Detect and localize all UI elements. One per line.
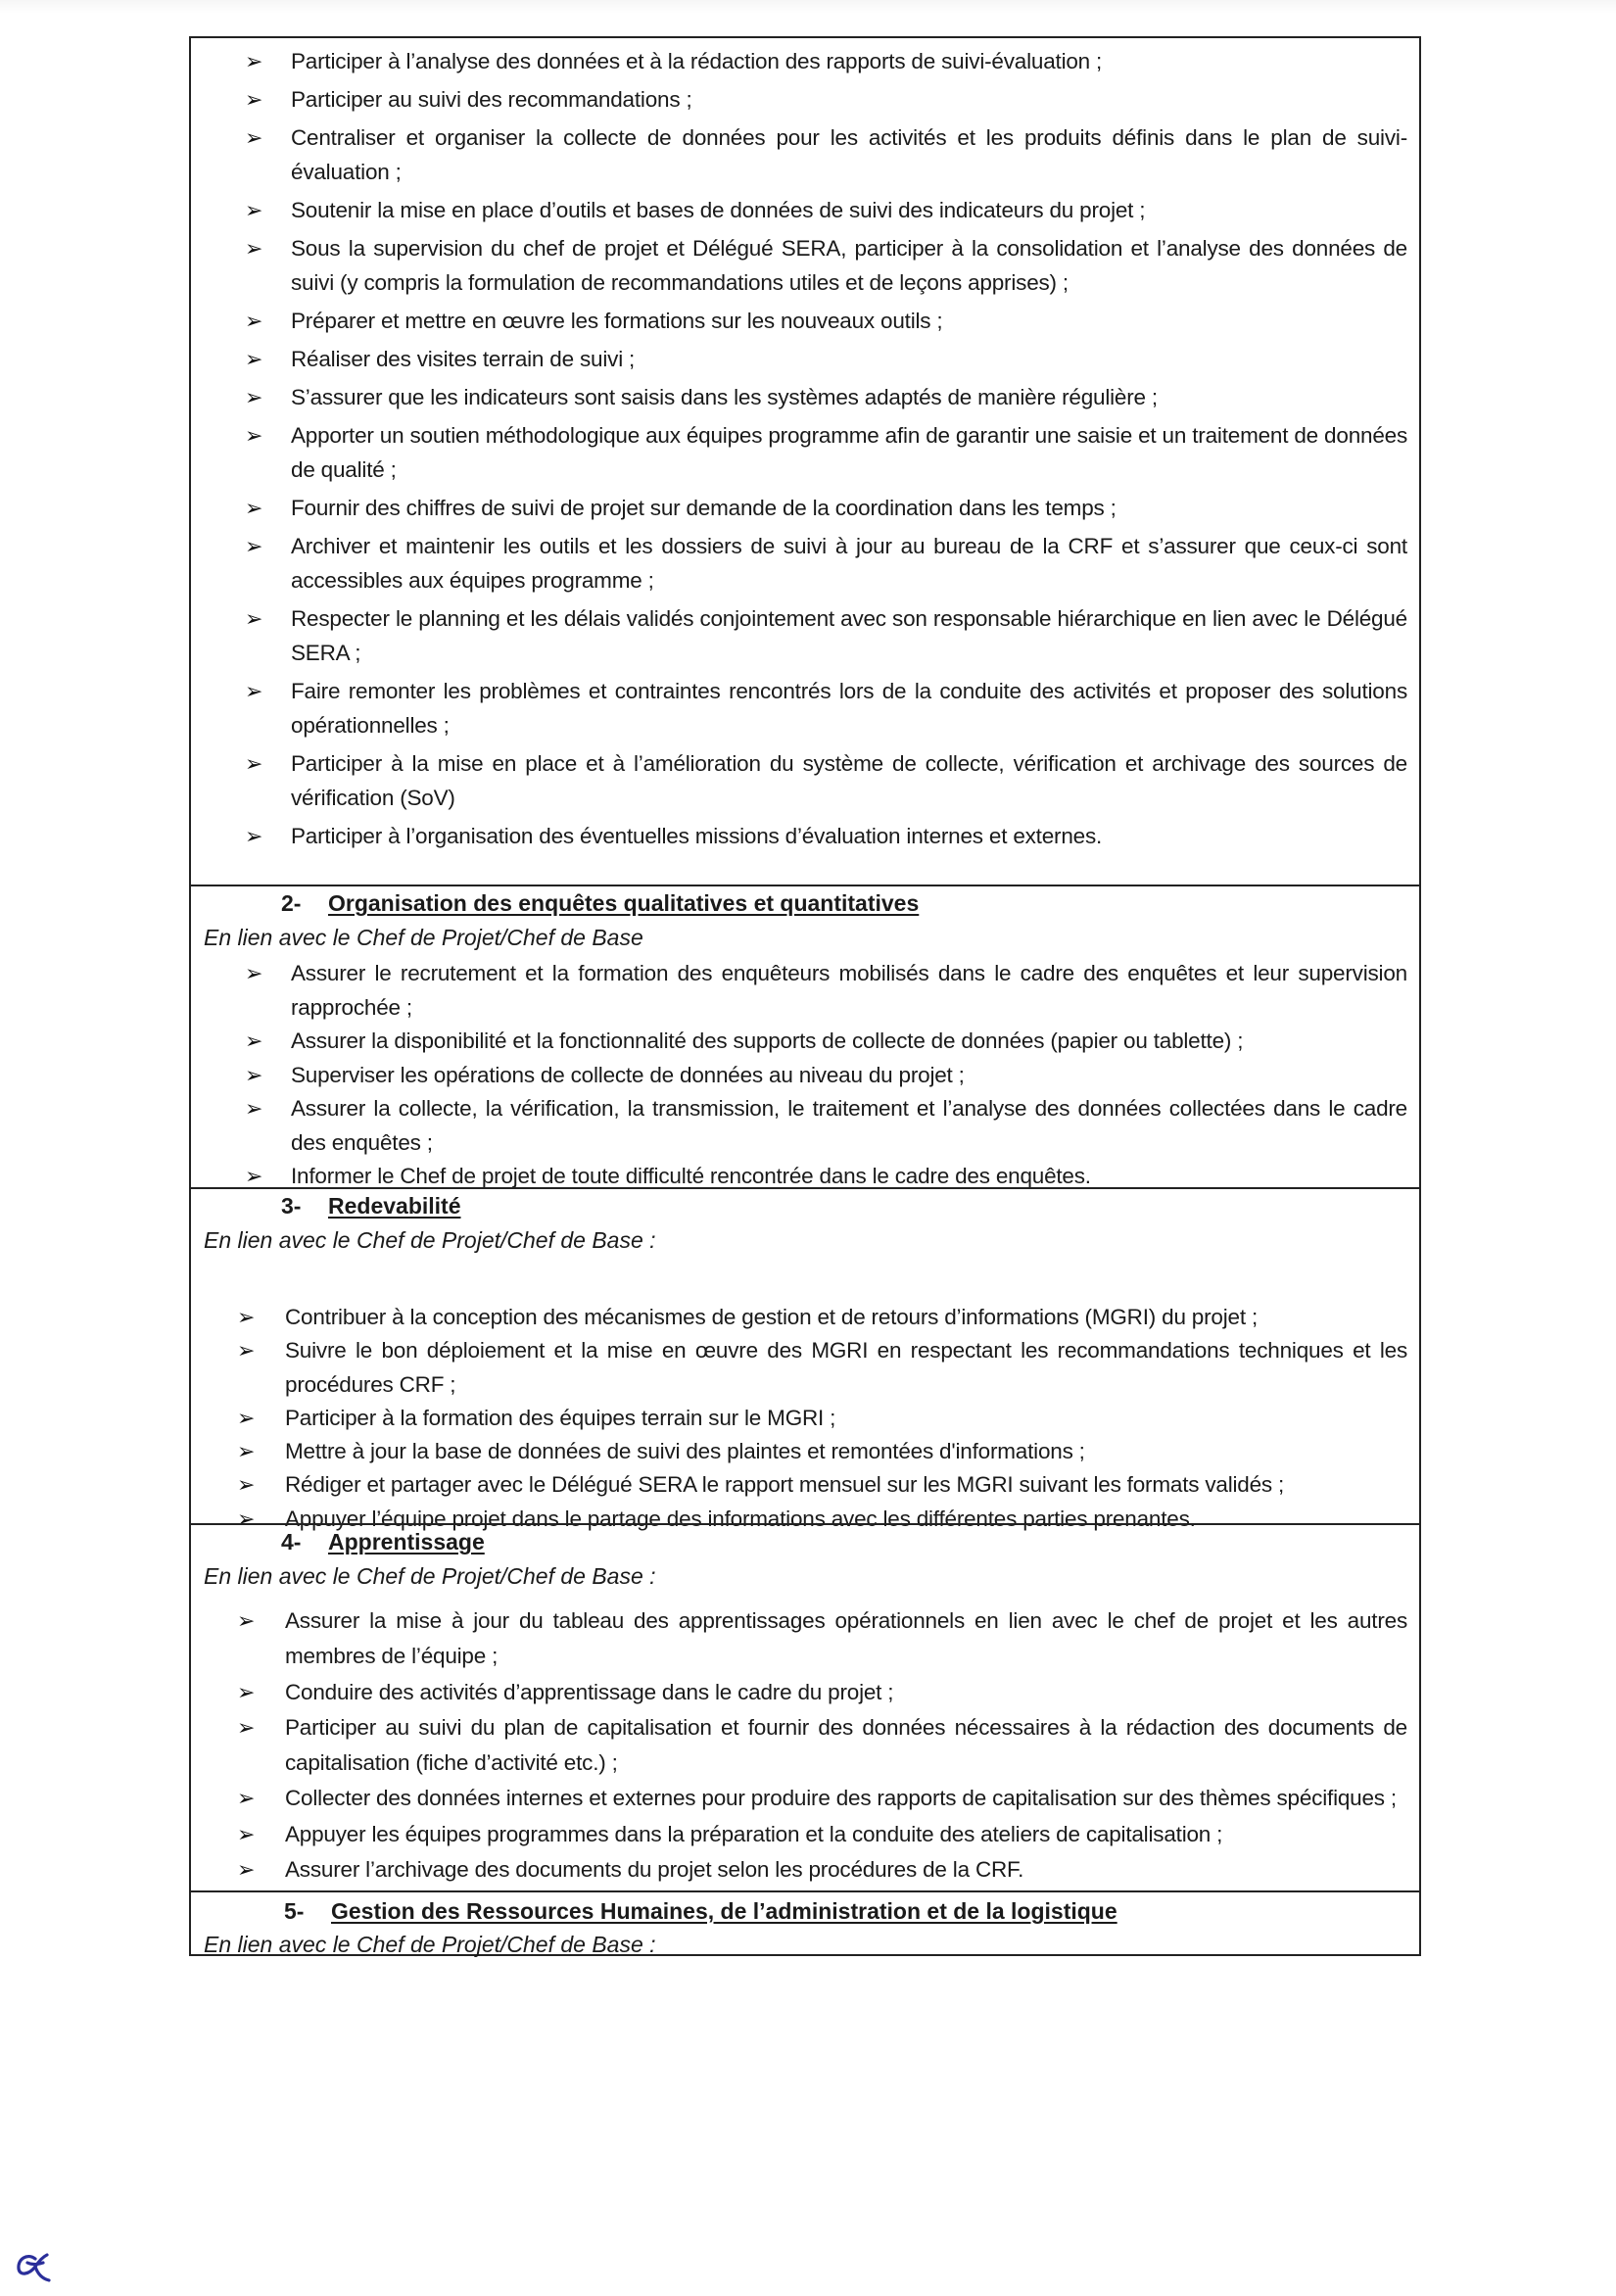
- list-item-text: Respecter le planning et les délais validés conjointement avec son responsable hiérarchique en lien avec le Délégué SERA ;: [291, 606, 1407, 665]
- arrow-bullet-icon: ➢: [245, 1096, 263, 1121]
- arrow-bullet-icon: ➢: [245, 824, 263, 848]
- list-item: [237, 1435, 1407, 1468]
- section-title: Organisation des enquêtes qualitatives et quantitatives: [328, 890, 920, 916]
- list-item-text: Assurer la disponibilité et la fonctionnalité des supports de collecte de données (papier ou tablette) ;: [291, 1028, 1244, 1053]
- section-title: Apprentissage: [328, 1529, 485, 1555]
- list-item-text: Assurer l’archivage des documents du projet selon les procédures de la CRF.: [285, 1857, 1024, 1883]
- list-item: [245, 82, 1407, 117]
- list-item-text: Assurer le recrutement et la formation des enquêteurs mobilisés dans le cadre des enquêtes et leur supervision rapprochée ;: [291, 961, 1407, 1020]
- list-item-text: Sous la supervision du chef de projet et Délégué SERA, participer à la consolidation et l’analyse des données de suivi (y compris la formulation de recommandations utiles et de leçons apprises) ;: [291, 236, 1407, 295]
- row-divider: [191, 1523, 1419, 1525]
- list-item-text: Assurer la collecte, la vérification, la transmission, le traitement et l’analyse des données collectées dans le cadre des enquêtes ;: [291, 1096, 1407, 1155]
- list-item: [245, 674, 1407, 742]
- row-divider: [191, 1187, 1419, 1189]
- list-item: [245, 601, 1407, 670]
- list-item: [245, 193, 1407, 227]
- list-item-text: Collecter des données internes et externes pour produire des rapports de capitalisation sur des thèmes spécifiques ;: [285, 1786, 1397, 1811]
- list-item-text: Réaliser des visites terrain de suivi ;: [291, 347, 636, 371]
- list-item-text: Participer à la mise en place et à l’amélioration du système de collecte, vérification et archivage des sources de vérification (SoV): [291, 751, 1407, 810]
- list-item: [245, 44, 1407, 78]
- arrow-bullet-icon: ➢: [245, 198, 263, 222]
- row-divider: [191, 1890, 1419, 1892]
- list-item-text: Préparer et mettre en œuvre les formations sur les nouveaux outils ;: [291, 309, 943, 333]
- list-item: [245, 746, 1407, 815]
- list-item: [245, 1059, 1407, 1093]
- list-item: [237, 1334, 1407, 1402]
- section-number: 4-: [281, 1529, 302, 1555]
- section-title: Redevabilité: [328, 1193, 461, 1219]
- list-item-text: Informer le Chef de projet de toute difficulté rencontrée dans le cadre des enquêtes.: [291, 1164, 1091, 1188]
- section-lead: En lien avec le Chef de Projet/Chef de Base :: [204, 1563, 656, 1589]
- bullet-list: [191, 1301, 1419, 1536]
- list-item: [245, 1092, 1407, 1160]
- list-item: [237, 1301, 1407, 1334]
- list-item: [237, 1710, 1407, 1782]
- arrow-bullet-icon: ➢: [237, 1439, 256, 1464]
- list-item: [245, 1025, 1407, 1059]
- arrow-bullet-icon: ➢: [245, 496, 263, 520]
- list-item: [237, 1603, 1407, 1675]
- arrow-bullet-icon: ➢: [237, 1506, 256, 1531]
- responsibilities-table: [189, 36, 1421, 1956]
- list-item: [245, 819, 1407, 853]
- list-item: [245, 120, 1407, 189]
- arrow-bullet-icon: ➢: [245, 961, 263, 985]
- arrow-bullet-icon: ➢: [245, 1164, 263, 1188]
- list-item-text: Superviser les opérations de collecte de données au niveau du projet ;: [291, 1062, 965, 1087]
- arrow-bullet-icon: ➢: [245, 347, 263, 371]
- handwritten-initial-icon: [14, 2245, 63, 2284]
- arrow-bullet-icon: ➢: [237, 1405, 256, 1430]
- section-suivi-evaluation: [191, 44, 1419, 853]
- section-number: 3-: [281, 1193, 302, 1219]
- list-item: [237, 1781, 1407, 1816]
- bullet-list: [191, 1603, 1419, 1888]
- list-item: [245, 957, 1407, 1025]
- arrow-bullet-icon: ➢: [237, 1786, 256, 1811]
- list-item: [245, 342, 1407, 376]
- arrow-bullet-icon: ➢: [245, 125, 263, 150]
- list-item: [237, 1675, 1407, 1710]
- arrow-bullet-icon: ➢: [245, 309, 263, 333]
- section-title: Gestion des Ressources Humaines, de l’administration et de la logistique: [331, 1898, 1117, 1924]
- arrow-bullet-icon: ➢: [245, 87, 263, 112]
- section-heading: [281, 1529, 485, 1555]
- section-lead: En lien avec le Chef de Projet/Chef de Base :: [204, 1932, 656, 1957]
- list-item: [245, 418, 1407, 487]
- list-item-text: Fournir des chiffres de suivi de projet sur demande de la coordination dans les temps ;: [291, 496, 1117, 520]
- list-item-text: Soutenir la mise en place d’outils et bases de données de suivi des indicateurs du projet ;: [291, 198, 1146, 222]
- section-number: 5-: [284, 1898, 305, 1924]
- arrow-bullet-icon: ➢: [237, 1608, 256, 1633]
- list-item-text: Conduire des activités d’apprentissage dans le cadre du projet ;: [285, 1679, 894, 1704]
- arrow-bullet-icon: ➢: [245, 49, 263, 73]
- arrow-bullet-icon: ➢: [237, 1821, 256, 1846]
- row-divider: [191, 885, 1419, 886]
- section-lead: En lien avec le Chef de Projet/Chef de Base :: [204, 1227, 656, 1253]
- list-item-text: Assurer la mise à jour du tableau des apprentissages opérationnels en lien avec le chef de projet et les autres membres de l’équipe ;: [285, 1608, 1407, 1669]
- list-item-text: Participer à la formation des équipes terrain sur le MGRI ;: [285, 1405, 836, 1430]
- list-item: [237, 1852, 1407, 1888]
- arrow-bullet-icon: ➢: [237, 1714, 256, 1740]
- list-item-text: Apporter un soutien méthodologique aux équipes programme afin de garantir une saisie et un traitement de données de qualité ;: [291, 423, 1407, 482]
- list-item: [245, 529, 1407, 598]
- arrow-bullet-icon: ➢: [245, 606, 263, 631]
- list-item-text: Participer au suivi des recommandations ;: [291, 87, 692, 112]
- section-number: 2-: [281, 890, 302, 916]
- list-item-text: Rédiger et partager avec le Délégué SERA le rapport mensuel sur les MGRI suivant les formats validés ;: [285, 1472, 1285, 1498]
- list-item-text: Participer au suivi du plan de capitalisation et fournir des données nécessaires à la rédaction des documents de capitalisation (fiche d’activité etc.) ;: [285, 1714, 1407, 1776]
- list-item-text: Centraliser et organiser la collecte de données pour les activités et les produits définis dans le plan de suivi-évaluation ;: [291, 125, 1407, 184]
- list-item: [237, 1468, 1407, 1502]
- arrow-bullet-icon: ➢: [245, 1062, 263, 1087]
- section-heading: [281, 1193, 461, 1220]
- list-item: [237, 1817, 1407, 1852]
- arrow-bullet-icon: ➢: [237, 1472, 256, 1498]
- list-item-text: Participer à l’organisation des éventuelles missions d’évaluation internes et externes.: [291, 824, 1103, 848]
- arrow-bullet-icon: ➢: [237, 1338, 256, 1363]
- list-item-text: Participer à l’analyse des données et à la rédaction des rapports de suivi-évaluation ;: [291, 49, 1103, 73]
- list-item-text: Faire remonter les problèmes et contraintes rencontrés lors de la conduite des activités et proposer des solutions opérationnelles ;: [291, 679, 1407, 738]
- arrow-bullet-icon: ➢: [237, 1305, 256, 1329]
- list-item-text: Mettre à jour la base de données de suivi des plaintes et remontées d'informations ;: [285, 1439, 1085, 1464]
- arrow-bullet-icon: ➢: [237, 1679, 256, 1704]
- section-heading: [281, 890, 919, 917]
- arrow-bullet-icon: ➢: [245, 423, 263, 448]
- list-item: [237, 1402, 1407, 1435]
- section-heading: [284, 1898, 1117, 1925]
- arrow-bullet-icon: ➢: [245, 1028, 263, 1053]
- arrow-bullet-icon: ➢: [245, 236, 263, 261]
- arrow-bullet-icon: ➢: [245, 534, 263, 558]
- arrow-bullet-icon: ➢: [237, 1857, 256, 1883]
- arrow-bullet-icon: ➢: [245, 385, 263, 409]
- bullet-list: [191, 957, 1419, 1194]
- arrow-bullet-icon: ➢: [245, 679, 263, 703]
- list-item-text: Archiver et maintenir les outils et les dossiers de suivi à jour au bureau de la CRF et s’assurer que ceux-ci sont accessibles aux équipes programme ;: [291, 534, 1407, 593]
- list-item: [245, 380, 1407, 414]
- list-item-text: Appuyer les équipes programmes dans la préparation et la conduite des ateliers de capitalisation ;: [285, 1821, 1223, 1846]
- list-item: [245, 231, 1407, 300]
- section-lead: En lien avec le Chef de Projet/Chef de Base: [204, 925, 643, 950]
- bullet-list: [191, 44, 1419, 853]
- list-item-text: Suivre le bon déploiement et la mise en œuvre des MGRI en respectant les recommandations techniques et les procédures CRF ;: [285, 1338, 1407, 1397]
- list-item-text: Appuyer l’équipe projet dans le partage des informations avec les différentes parties prenantes.: [285, 1506, 1196, 1531]
- list-item-text: Contribuer à la conception des mécanismes de gestion et de retours d’informations (MGRI) du projet ;: [285, 1305, 1258, 1329]
- list-item: [245, 491, 1407, 525]
- arrow-bullet-icon: ➢: [245, 751, 263, 776]
- list-item: [245, 304, 1407, 338]
- list-item-text: S’assurer que les indicateurs sont saisis dans les systèmes adaptés de manière régulière ;: [291, 385, 1158, 409]
